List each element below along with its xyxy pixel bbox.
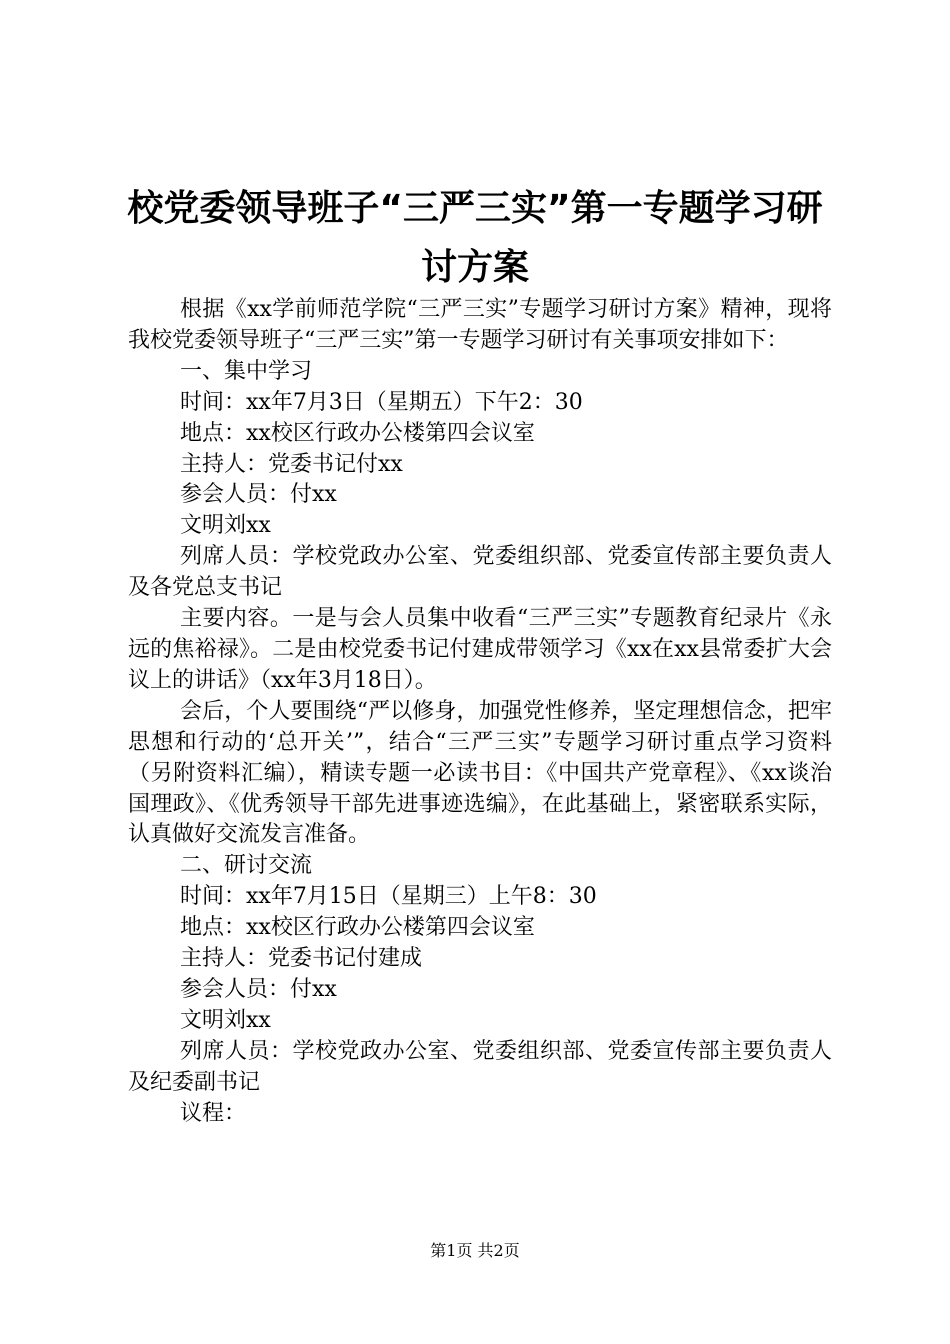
study-location: 地点：xx校区行政办公楼第四会议室 <box>180 420 535 446</box>
discussion-host: 主持人：党委书记付建成 <box>180 946 423 972</box>
document-title-line-1: 校党委领导班子“三严三实”第一专题学习研 <box>127 188 823 229</box>
discussion-time: 时间：xx年7月15日（星期三）上午8：30 <box>180 884 597 910</box>
document-body <box>128 295 832 1129</box>
section-heading-collective-study: 一、集中学习 <box>180 358 313 384</box>
study-main-content: 主要内容。一是与会人员集中收看“三严三实”专题教育纪录片《永远的焦裕禄》。二是由校党委书记付建成带领学习《xx在xx县常委扩大会议上的讲话》（xx年3月18日）。 <box>128 606 832 693</box>
discussion-location: 地点：xx校区行政办公楼第四会议室 <box>180 915 535 941</box>
study-host: 主持人：党委书记付xx <box>180 451 403 477</box>
discussion-observers: 列席人员：学校党政办公室、党委组织部、党委宣传部主要负责人及纪委副书记 <box>128 1038 832 1095</box>
study-time: 时间：xx年7月3日（星期五）下午2：30 <box>180 389 583 415</box>
discussion-agenda: 议程： <box>180 1100 247 1126</box>
study-attendees: 参会人员：付xx <box>180 482 337 508</box>
discussion-attendees: 参会人员：付xx <box>180 976 337 1002</box>
study-attendees-continued: 文明刘xx <box>180 513 271 539</box>
paragraph-intro: 根据《xx学前师范学院“三严三实”专题学习研讨方案》精神，现将我校党委领导班子“三严三实”第一专题学习研讨有关事项安排如下： <box>128 297 832 353</box>
discussion-attendees-continued: 文明刘xx <box>180 1007 271 1033</box>
study-observers: 列席人员：学校党政办公室、党委组织部、党委宣传部主要负责人及各党总支书记 <box>128 544 832 601</box>
section-heading-discussion: 二、研讨交流 <box>180 853 313 879</box>
study-follow-up: 会后，个人要围绕“严以修身，加强党性修养，坚定理想信念，把牢思想和行动的‘总开关’”，结合“三严三实”专题学习研讨重点学习资料（另附资料汇编），精读专题一必读书目：《中国共产党章程》、《xx谈治国理政》、《优秀领导干部先进事迹选编》，在此基础上，紧密联系实际，认真做好交流发言准备。 <box>128 698 832 848</box>
page-footer: 第1页 共2页 <box>430 1241 520 1260</box>
document-title-line-2: 讨方案 <box>420 247 529 288</box>
